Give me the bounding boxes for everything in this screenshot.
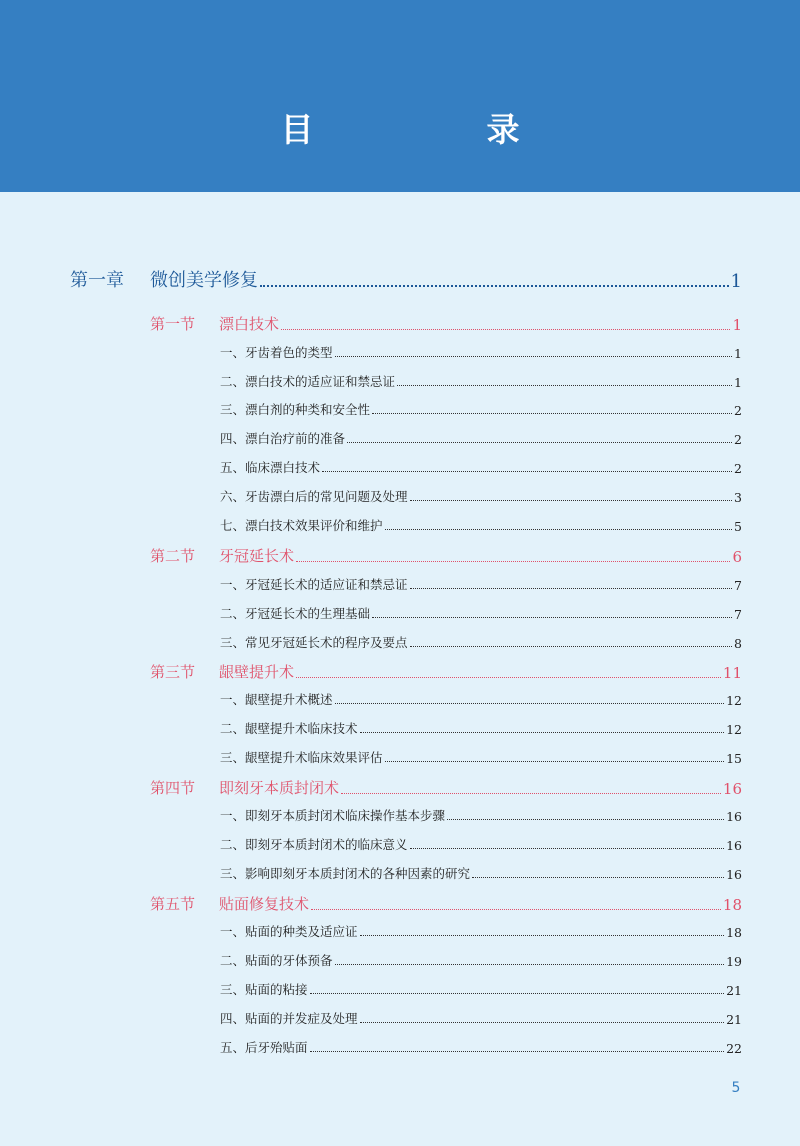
toc-item[interactable] (220, 1038, 742, 1056)
section-title: 龈壁提升术 (219, 663, 295, 681)
section-number: 第一节 (150, 315, 196, 333)
toc-item[interactable] (220, 429, 742, 447)
dot-leader (335, 703, 725, 704)
dot-leader (360, 1022, 725, 1023)
dot-leader (372, 413, 732, 414)
dot-leader (311, 909, 721, 910)
toc-item[interactable] (220, 835, 742, 853)
dot-leader (410, 588, 733, 589)
item-page: 5 (734, 519, 742, 534)
chapter-title: 微创美学修复 (150, 270, 258, 291)
item-page: 12 (726, 693, 742, 708)
toc-chapter-1[interactable] (70, 266, 742, 292)
item-label: 二、即刻牙本质封闭术的临床意义 (220, 837, 408, 852)
chapter-page: 1 (730, 271, 742, 292)
toc-item[interactable] (220, 575, 742, 593)
section-page: 1 (732, 316, 742, 334)
section-label (150, 661, 294, 682)
toc-item[interactable] (220, 806, 742, 824)
page-number: 5 (731, 1080, 741, 1096)
item-label: 三、贴面的粘接 (220, 982, 308, 997)
item-label: 一、即刻牙本质封闭术临床操作基本步骤 (220, 808, 446, 823)
toc-section-1[interactable] (150, 313, 742, 334)
toc-item[interactable] (220, 372, 742, 390)
chapter-number: 第一章 (70, 270, 124, 291)
dot-leader (410, 500, 733, 501)
dot-leader (385, 761, 725, 762)
item-page: 2 (734, 432, 742, 447)
section-label (150, 545, 294, 566)
toc-item[interactable] (220, 690, 742, 708)
section-title: 牙冠延长术 (219, 547, 295, 565)
dot-leader (322, 471, 732, 472)
item-page: 8 (734, 636, 742, 651)
item-page: 3 (734, 490, 742, 505)
dot-leader (296, 561, 730, 562)
toc-item[interactable] (220, 748, 742, 766)
section-number: 第五节 (150, 895, 196, 913)
item-label: 二、龈壁提升术临床技术 (220, 721, 358, 736)
item-label: 三、漂白剂的种类和安全性 (220, 402, 371, 417)
dot-leader (281, 329, 730, 330)
toc-item[interactable] (220, 487, 742, 505)
item-page: 15 (726, 751, 742, 766)
dot-leader (372, 617, 732, 618)
item-label: 六、牙齿漂白后的常见问题及处理 (220, 489, 408, 504)
item-label: 五、临床漂白技术 (220, 460, 321, 475)
toc-item[interactable] (220, 1009, 742, 1027)
toc-section-3[interactable] (150, 661, 742, 682)
dot-leader (341, 793, 721, 794)
section-title: 即刻牙本质封闭术 (219, 779, 340, 797)
toc-section-2[interactable] (150, 545, 742, 566)
dot-leader (397, 385, 732, 386)
item-label: 四、漂白治疗前的准备 (220, 431, 346, 446)
item-label: 四、贴面的并发症及处理 (220, 1011, 358, 1026)
item-page: 21 (726, 983, 742, 998)
item-page: 19 (726, 954, 742, 969)
item-page: 1 (734, 346, 742, 361)
item-page: 1 (734, 375, 742, 390)
section-page: 18 (722, 896, 742, 914)
dot-leader (335, 964, 725, 965)
section-page: 16 (722, 780, 742, 798)
item-label: 一、龈壁提升术概述 (220, 692, 333, 707)
dot-leader (310, 1051, 725, 1052)
item-page: 18 (726, 925, 742, 940)
item-label: 三、常见牙冠延长术的程序及要点 (220, 635, 408, 650)
toc-item[interactable] (220, 980, 742, 998)
item-label: 一、贴面的种类及适应证 (220, 924, 358, 939)
toc-item[interactable] (220, 343, 742, 361)
dot-leader (385, 529, 733, 530)
item-label: 二、牙冠延长术的生理基础 (220, 606, 371, 621)
dot-leader (410, 646, 733, 647)
section-number: 第二节 (150, 547, 196, 565)
section-number: 第四节 (150, 779, 196, 797)
item-label: 二、贴面的牙体预备 (220, 953, 333, 968)
item-page: 16 (726, 867, 742, 882)
dot-leader (310, 993, 725, 994)
item-page: 12 (726, 722, 742, 737)
section-label (150, 777, 339, 798)
item-label: 七、漂白技术效果评价和维护 (220, 518, 383, 533)
section-number: 第三节 (150, 663, 196, 681)
section-page: 6 (732, 548, 742, 566)
toc-item[interactable] (220, 458, 742, 476)
toc-item[interactable] (220, 516, 742, 534)
item-label: 二、漂白技术的适应证和禁忌证 (220, 374, 396, 389)
toc-item[interactable] (220, 951, 742, 969)
item-label: 三、影响即刻牙本质封闭术的各种因素的研究 (220, 866, 471, 881)
item-page: 2 (734, 461, 742, 476)
item-page: 16 (726, 809, 742, 824)
toc-section-5[interactable] (150, 893, 742, 914)
section-label (150, 893, 309, 914)
item-page: 7 (734, 578, 742, 593)
dot-leader (296, 677, 721, 678)
toc-item[interactable] (220, 864, 742, 882)
item-page: 21 (726, 1012, 742, 1027)
toc-section-4[interactable] (150, 777, 742, 798)
chapter-label (70, 266, 258, 292)
item-label: 一、牙齿着色的类型 (220, 345, 333, 360)
section-title: 漂白技术 (219, 315, 280, 333)
item-label: 一、牙冠延长术的适应证和禁忌证 (220, 577, 408, 592)
item-label: 三、龈壁提升术临床效果评估 (220, 750, 383, 765)
dot-leader (472, 877, 724, 878)
item-page: 16 (726, 838, 742, 853)
section-label (150, 313, 279, 334)
section-page: 11 (722, 664, 742, 682)
dot-leader (447, 819, 724, 820)
toc-item[interactable] (220, 922, 742, 940)
item-label: 五、后牙殆贴面 (220, 1040, 308, 1055)
dot-leader (410, 848, 725, 849)
item-page: 2 (734, 403, 742, 418)
toc-item[interactable] (220, 400, 742, 418)
dot-leader (360, 732, 725, 733)
item-page: 7 (734, 607, 742, 622)
section-title: 贴面修复技术 (219, 895, 310, 913)
toc-item[interactable] (220, 633, 742, 651)
dot-leader (347, 442, 732, 443)
dot-leader (360, 935, 725, 936)
dot-leader (260, 285, 729, 287)
page-title: 目 录 (280, 110, 590, 149)
dot-leader (335, 356, 733, 357)
item-page: 22 (726, 1041, 742, 1056)
toc-item[interactable] (220, 604, 742, 622)
toc-item[interactable] (220, 719, 742, 737)
